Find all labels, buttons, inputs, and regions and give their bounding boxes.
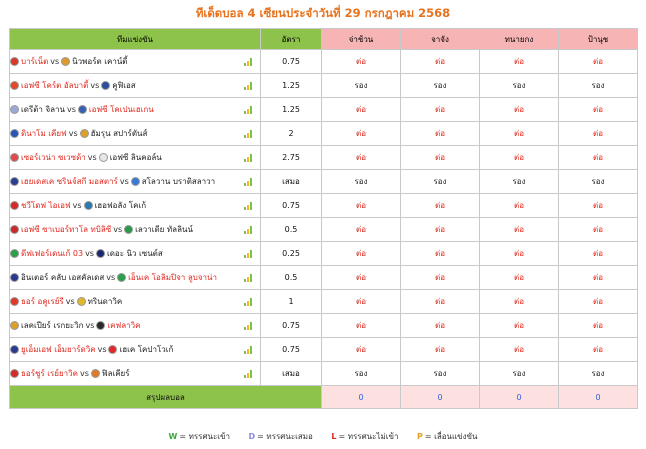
odds-cell: 2.75 — [261, 146, 322, 170]
expert-2-pick: ต่อ — [401, 194, 480, 218]
away-team-logo-icon — [80, 129, 89, 138]
match-cell — [10, 50, 261, 74]
vs-label: vs — [85, 249, 94, 258]
odds-cell: 0.75 — [261, 314, 322, 338]
away-team-logo-icon — [124, 225, 133, 234]
expert-4-pick: ต่อ — [559, 194, 638, 218]
stats-bar-icon[interactable] — [244, 322, 254, 330]
away-team-logo-icon — [101, 81, 110, 90]
expert-1-pick: ต่อ — [322, 266, 401, 290]
expert-3-pick: ต่อ — [480, 146, 559, 170]
stats-bar-icon[interactable] — [244, 298, 254, 306]
away-team-logo-icon — [117, 273, 126, 282]
expert-3-pick: รอง — [480, 74, 559, 98]
match-cell — [10, 242, 261, 266]
away-team-name[interactable]: นิวพอร์ต เคาน์ตี้ — [72, 57, 128, 66]
away-team-logo-icon — [96, 321, 105, 330]
home-team-logo-icon — [10, 321, 19, 330]
expert-1-pick: ต่อ — [322, 242, 401, 266]
expert-4-pick: ต่อ — [559, 338, 638, 362]
expert-4-pick: ต่อ — [559, 314, 638, 338]
expert-3-pick: ต่อ — [480, 122, 559, 146]
expert-3-pick: ต่อ — [480, 266, 559, 290]
expert-1-pick: ต่อ — [322, 338, 401, 362]
match-cell — [10, 266, 261, 290]
expert-2-pick: ต่อ — [401, 122, 480, 146]
home-team-logo-icon — [10, 225, 19, 234]
expert-1-pick: รอง — [322, 362, 401, 386]
away-team-name[interactable]: เอฟซี ลินคอล์น — [109, 153, 162, 162]
home-team-name[interactable]: ชวีโดฟ ไอเอฟ — [21, 201, 71, 210]
away-team-logo-icon — [61, 57, 70, 66]
expert-3-pick: รอง — [480, 170, 559, 194]
away-team-logo-icon — [131, 177, 140, 186]
odds-cell: 0.5 — [261, 266, 322, 290]
legend-postponed-text: = เลื่อนแข่งขัน — [424, 432, 478, 441]
away-team-name[interactable]: คูฟิเอส — [112, 81, 136, 90]
match-row — [10, 170, 638, 194]
odds-cell: 0.25 — [261, 242, 322, 266]
match-row — [10, 290, 638, 314]
summary-row — [10, 386, 638, 409]
vs-label: vs — [119, 177, 129, 186]
summary-expert-3: 0 — [480, 386, 559, 409]
away-team-logo-icon — [96, 249, 105, 258]
legend-lose — [331, 432, 398, 441]
expert-2-pick: ต่อ — [401, 338, 480, 362]
home-team-name[interactable]: เอฟซี โคร์ต อัลบาตี้ — [21, 81, 89, 90]
header-expert-1: จ่าช้วน — [322, 29, 401, 50]
expert-3-pick: ต่อ — [480, 194, 559, 218]
expert-2-pick: รอง — [401, 170, 480, 194]
vs-label: vs — [90, 81, 100, 90]
stats-bar-icon[interactable] — [244, 154, 254, 162]
odds-cell: 0.75 — [261, 194, 322, 218]
away-team-name[interactable]: เอ็นเค โอลิมปิจา ลูบจาน่า — [128, 273, 217, 282]
odds-cell: เสมอ — [261, 170, 322, 194]
home-team-name[interactable]: ดีฟเฟอร์เดนเก้ 03 — [21, 249, 84, 258]
stats-bar-icon[interactable] — [244, 370, 254, 378]
vs-label: vs — [65, 297, 75, 306]
away-team-name[interactable]: เคฟลาวิค — [107, 321, 141, 330]
expert-3-pick: ต่อ — [480, 242, 559, 266]
vs-label: vs — [97, 345, 107, 354]
home-team-logo-icon — [10, 81, 19, 90]
expert-2-pick: ต่อ — [401, 266, 480, 290]
away-team-logo-icon — [108, 345, 117, 354]
vs-label: vs — [106, 273, 116, 282]
match-row — [10, 194, 638, 218]
away-team-name[interactable]: เฮอฟอลัง โคเก้ — [94, 201, 147, 210]
predictions-table — [9, 28, 638, 409]
odds-cell: 1.25 — [261, 74, 322, 98]
expert-4-pick: ต่อ — [559, 98, 638, 122]
legend-postponed-key: P — [416, 432, 423, 441]
header-team: ทีมแข่งขัน — [10, 29, 261, 50]
stats-bar-icon[interactable] — [244, 250, 254, 258]
expert-3-pick: รอง — [480, 362, 559, 386]
expert-1-pick: รอง — [322, 170, 401, 194]
away-team-logo-icon — [84, 201, 93, 210]
stats-bar-icon[interactable] — [244, 202, 254, 210]
expert-2-pick: ต่อ — [401, 50, 480, 74]
odds-cell: 2 — [261, 122, 322, 146]
away-team-name[interactable]: ฮัมรุน สปาร์ตันส์ — [90, 129, 148, 138]
odds-cell: 0.75 — [261, 338, 322, 362]
away-team-logo-icon — [78, 105, 87, 114]
away-team-logo-icon — [91, 369, 100, 378]
match-row — [10, 50, 638, 74]
vs-label: vs — [85, 321, 95, 330]
expert-2-pick: ต่อ — [401, 314, 480, 338]
home-team-logo-icon — [10, 57, 19, 66]
expert-2-pick: ต่อ — [401, 290, 480, 314]
vs-label: vs — [67, 105, 76, 114]
home-team-logo-icon — [10, 297, 19, 306]
expert-3-pick: ต่อ — [480, 98, 559, 122]
odds-cell: 0.75 — [261, 50, 322, 74]
expert-2-pick: ต่อ — [401, 98, 480, 122]
expert-4-pick: รอง — [559, 362, 638, 386]
vs-label: vs — [72, 201, 82, 210]
expert-1-pick: ต่อ — [322, 146, 401, 170]
odds-cell: 1.25 — [261, 98, 322, 122]
match-row — [10, 146, 638, 170]
expert-4-pick: ต่อ — [559, 122, 638, 146]
page-title: ทีเด็ดบอล 4 เซียนประจำวันที่ 29 กรกฎาคม 2568 — [195, 6, 451, 20]
expert-1-pick: ต่อ — [322, 290, 401, 314]
match-row — [10, 266, 638, 290]
legend-postponed — [417, 432, 478, 441]
expert-2-pick: ต่อ — [401, 218, 480, 242]
legend-draw-key: D — [248, 432, 256, 441]
expert-4-pick: รอง — [559, 170, 638, 194]
expert-2-pick: รอง — [401, 362, 480, 386]
home-team-logo-icon — [10, 153, 19, 162]
away-team-name[interactable]: เดอะ นิว เซนต์ส — [106, 249, 163, 258]
stats-bar-icon[interactable] — [244, 106, 254, 114]
away-team-name[interactable]: ฟิลเคียร์ — [101, 369, 130, 378]
expert-2-pick: ต่อ — [401, 146, 480, 170]
stats-bar-icon[interactable] — [244, 130, 254, 138]
home-team-logo-icon — [10, 177, 19, 186]
expert-4-pick: ต่อ — [559, 218, 638, 242]
expert-3-pick: ต่อ — [480, 290, 559, 314]
legend-lose-text: = ทรรศนะไม่เข้า — [338, 432, 399, 441]
expert-1-pick: ต่อ — [322, 194, 401, 218]
match-cell — [10, 194, 261, 218]
header-expert-3: ทนายกง — [480, 29, 559, 50]
legend — [0, 430, 646, 443]
match-cell — [10, 362, 261, 386]
expert-1-pick: รอง — [322, 74, 401, 98]
away-team-name[interactable]: สโลวาน บราติสลาวา — [141, 177, 216, 186]
vs-label: vs — [80, 369, 89, 378]
home-team-name[interactable]: ดินาโม เคียฟ — [21, 129, 67, 138]
home-team-logo-icon — [10, 345, 19, 354]
home-team-logo-icon — [10, 201, 19, 210]
match-cell — [10, 146, 261, 170]
home-team-logo-icon — [10, 129, 19, 138]
odds-cell: เสมอ — [261, 362, 322, 386]
home-team-logo-icon — [10, 369, 19, 378]
stats-bar-icon[interactable] — [244, 274, 254, 282]
home-team-name[interactable]: ธอร์ชูร์ เรย์ยาวิค — [21, 369, 78, 378]
summary-label: สรุปผลบอล — [10, 386, 322, 409]
expert-4-pick: ต่อ — [559, 50, 638, 74]
home-team-name[interactable]: บาร์เน็ต — [21, 57, 49, 66]
home-team-name[interactable]: เฮยเดสเค ซรินจ์สกี มอสตาร์ — [21, 177, 118, 186]
summary-expert-2: 0 — [401, 386, 480, 409]
expert-1-pick: ต่อ — [322, 50, 401, 74]
vs-label: vs — [113, 225, 123, 234]
match-cell — [10, 290, 261, 314]
header-row — [10, 29, 638, 50]
match-row — [10, 362, 638, 386]
legend-win-key: W — [168, 432, 178, 441]
legend-win-text: = ทรรศนะเข้า — [179, 432, 230, 441]
stats-bar-icon[interactable] — [244, 346, 254, 354]
match-cell — [10, 98, 261, 122]
summary-expert-4: 0 — [559, 386, 638, 409]
stats-bar-icon[interactable] — [244, 58, 254, 66]
home-team-name[interactable]: เดรีต้า จิลาน — [21, 105, 66, 114]
home-team-name[interactable]: เอฟซี ซาเบอร์ทาโล ทบิลิซี — [21, 225, 112, 234]
legend-win — [169, 432, 230, 441]
match-row — [10, 218, 638, 242]
away-team-name[interactable]: เลวาเดีย ทัลลินน์ — [135, 225, 193, 234]
odds-cell: 0.5 — [261, 218, 322, 242]
match-row — [10, 314, 638, 338]
expert-1-pick: ต่อ — [322, 218, 401, 242]
expert-1-pick: ต่อ — [322, 122, 401, 146]
expert-4-pick: ต่อ — [559, 242, 638, 266]
odds-cell: 1 — [261, 290, 322, 314]
away-team-logo-icon — [99, 153, 108, 162]
expert-3-pick: ต่อ — [480, 338, 559, 362]
expert-1-pick: ต่อ — [322, 314, 401, 338]
match-cell — [10, 314, 261, 338]
away-team-name[interactable]: เอฟซี โคเปนเฮเกน — [88, 105, 154, 114]
header-expert-4: ป้านุช — [559, 29, 638, 50]
expert-2-pick: รอง — [401, 74, 480, 98]
match-cell — [10, 338, 261, 362]
legend-draw-text: = ทรรศนะเสมอ — [257, 432, 313, 441]
expert-3-pick: ต่อ — [480, 218, 559, 242]
match-cell — [10, 170, 261, 194]
expert-4-pick: ต่อ — [559, 146, 638, 170]
match-cell — [10, 122, 261, 146]
vs-label: vs — [87, 153, 97, 162]
home-team-name[interactable]: เลคเปียร์ เรกยะวิก — [21, 321, 84, 330]
vs-label: vs — [50, 57, 60, 66]
away-team-name[interactable]: ทรินดาวิค — [87, 297, 123, 306]
home-team-name[interactable]: อินเตอร์ คลับ เอสคัลเดส — [21, 273, 105, 282]
expert-3-pick: ต่อ — [480, 314, 559, 338]
expert-2-pick: ต่อ — [401, 242, 480, 266]
match-row — [10, 338, 638, 362]
away-team-name[interactable]: เฮเค โคปาโวเก้ — [119, 345, 174, 354]
stats-bar-icon[interactable] — [244, 178, 254, 186]
summary-expert-1: 0 — [322, 386, 401, 409]
home-team-name[interactable]: ยูเอ็มเอฟ เอ็มยาร์ดวิค — [21, 345, 96, 354]
expert-4-pick: ต่อ — [559, 290, 638, 314]
home-team-name[interactable]: เซอร์เวน่า ซเวซด้า — [21, 153, 86, 162]
header-expert-2: จาจัง — [401, 29, 480, 50]
expert-3-pick: ต่อ — [480, 50, 559, 74]
home-team-logo-icon — [10, 249, 19, 258]
match-cell — [10, 74, 261, 98]
match-row — [10, 98, 638, 122]
home-team-name[interactable]: ธอร์ อคูเรย์รี — [21, 297, 64, 306]
away-team-logo-icon — [77, 297, 86, 306]
match-row — [10, 122, 638, 146]
vs-label: vs — [68, 129, 78, 138]
match-cell — [10, 218, 261, 242]
match-row — [10, 74, 638, 98]
home-team-logo-icon — [10, 273, 19, 282]
expert-4-pick: รอง — [559, 74, 638, 98]
expert-1-pick: ต่อ — [322, 98, 401, 122]
legend-draw — [249, 432, 313, 441]
legend-lose-key: L — [331, 432, 337, 441]
match-row — [10, 242, 638, 266]
stats-bar-icon[interactable] — [244, 226, 254, 234]
home-team-logo-icon — [10, 105, 19, 114]
stats-bar-icon[interactable] — [244, 82, 254, 90]
expert-4-pick: ต่อ — [559, 266, 638, 290]
header-odds: อัตรา — [261, 29, 322, 50]
